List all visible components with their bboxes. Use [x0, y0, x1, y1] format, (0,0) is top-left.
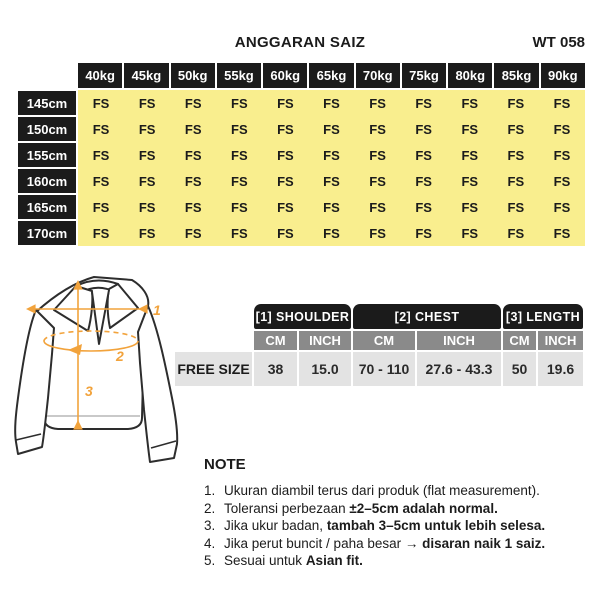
- page-title: ANGGARAN SAIZ: [234, 34, 366, 51]
- garment-left-sleeve: [15, 310, 54, 454]
- unit-cm-header: CM: [353, 331, 415, 350]
- garment-right-sleeve: [138, 306, 177, 462]
- size-cell: FS: [138, 173, 156, 189]
- height-header-column: [18, 91, 76, 245]
- size-cell: FS: [92, 173, 110, 189]
- size-cell: FS: [184, 225, 202, 241]
- size-cell: FS: [323, 121, 340, 137]
- size-cell: FS: [277, 147, 294, 163]
- size-cell: FS: [231, 121, 248, 137]
- size-cell: FS: [507, 121, 525, 137]
- measure-value-inch: 15.0: [299, 352, 351, 386]
- size-cell: FS: [323, 95, 340, 111]
- note-text-normal: Sesuai untuk: [224, 553, 306, 568]
- note-text-bold: ±2–5cm adalah normal.: [349, 500, 498, 516]
- size-cell: FS: [369, 199, 386, 215]
- size-cell: FS: [138, 225, 156, 241]
- size-cell: FS: [277, 225, 294, 241]
- size-cell: FS: [323, 173, 340, 189]
- size-cell: FS: [92, 199, 110, 215]
- unit-inch-header: INCH: [417, 331, 501, 350]
- size-cell: FS: [92, 95, 110, 111]
- size-cell: FS: [415, 173, 432, 189]
- note-text: [224, 500, 498, 518]
- height-header-cell: 170cm: [18, 221, 76, 245]
- size-cell: FS: [92, 225, 110, 241]
- note-number: 5.: [204, 553, 216, 568]
- weight-header-cell: 40kg: [78, 63, 122, 88]
- note-item: [204, 517, 594, 535]
- weight-header-cell: 85kg: [494, 63, 538, 88]
- size-cell: FS: [507, 95, 525, 111]
- size-cell: FS: [461, 225, 479, 241]
- size-cell: FS: [369, 121, 386, 137]
- size-cell: FS: [184, 95, 202, 111]
- height-header-cell: 155cm: [18, 143, 76, 167]
- size-row-label: FREE SIZE: [175, 352, 252, 386]
- unit-cm-header: CM: [254, 331, 297, 350]
- height-header-cell: 165cm: [18, 195, 76, 219]
- weight-header-cell: 55kg: [217, 63, 261, 88]
- size-cell: FS: [231, 225, 248, 241]
- height-header-cell: 145cm: [18, 91, 76, 115]
- size-cell: FS: [461, 95, 479, 111]
- size-cell: FS: [231, 199, 248, 215]
- weight-header-cell: 60kg: [263, 63, 307, 88]
- weight-header-cell: 45kg: [124, 63, 168, 88]
- note-text-bold: tambah 3–5cm untuk lebih selesa.: [326, 518, 546, 533]
- height-header-cell: 160cm: [18, 169, 76, 193]
- size-cell: FS: [461, 173, 479, 189]
- size-cell: FS: [277, 173, 294, 189]
- size-cell: FS: [553, 173, 571, 189]
- size-cell: FS: [553, 225, 571, 241]
- measure-value-inch: 19.6: [538, 352, 583, 386]
- size-cell: FS: [184, 121, 202, 137]
- note-text: [224, 535, 545, 553]
- note-number: 1.: [204, 483, 216, 498]
- measure-spacer: [175, 304, 252, 329]
- size-grid: [78, 90, 585, 246]
- note-item: [204, 482, 594, 500]
- size-cell: FS: [138, 121, 156, 137]
- notes-list: [204, 482, 594, 570]
- note-number: 2.: [204, 500, 216, 516]
- weight-header-cell: 90kg: [541, 63, 585, 88]
- size-cell: FS: [369, 225, 386, 241]
- measure-value-cm: 70 - 110: [353, 352, 415, 386]
- size-cell: FS: [92, 121, 110, 137]
- note-text: [224, 517, 545, 535]
- size-cell: FS: [138, 147, 156, 163]
- weight-header-cell: 80kg: [448, 63, 492, 88]
- size-cell: FS: [553, 199, 571, 215]
- size-cell: FS: [507, 173, 525, 189]
- size-cell: FS: [138, 199, 156, 215]
- weight-header-cell: 75kg: [402, 63, 446, 88]
- size-cell: FS: [415, 121, 432, 137]
- size-cell: FS: [369, 147, 386, 163]
- size-cell: FS: [415, 225, 432, 241]
- size-cell: FS: [92, 147, 110, 163]
- size-cell: FS: [277, 199, 294, 215]
- measure-group-header: [2] CHEST: [353, 304, 501, 329]
- note-text: [224, 552, 363, 570]
- note-text-bold: disaran naik 1 saiz.: [422, 535, 546, 551]
- note-text-normal: Jika perut buncit / paha besar →: [224, 535, 423, 551]
- unit-cm-header: CM: [503, 331, 536, 350]
- size-cell: FS: [415, 199, 432, 215]
- weight-header-cell: 50kg: [171, 63, 215, 88]
- size-cell: FS: [231, 95, 248, 111]
- size-cell: FS: [323, 199, 340, 215]
- size-cell: FS: [231, 147, 248, 163]
- size-cell: FS: [277, 121, 294, 137]
- note-item: [204, 500, 594, 518]
- size-cell: FS: [553, 147, 571, 163]
- size-cell: FS: [507, 147, 525, 163]
- size-cell: FS: [277, 95, 294, 111]
- size-cell: FS: [323, 225, 340, 241]
- size-cell: FS: [184, 147, 202, 163]
- weight-header-row: [78, 63, 585, 88]
- size-cell: FS: [415, 95, 432, 111]
- size-cell: FS: [553, 95, 571, 111]
- note-text: [224, 482, 540, 500]
- height-header-cell: 150cm: [18, 117, 76, 141]
- note-text-normal: Toleransi perbezaan: [224, 500, 350, 516]
- size-cell: FS: [461, 199, 479, 215]
- marker-2-label: 2: [116, 348, 124, 364]
- measure-spacer: [175, 331, 252, 350]
- unit-inch-header: INCH: [299, 331, 351, 350]
- marker-3-label: 3: [85, 383, 93, 399]
- size-cell: FS: [369, 173, 386, 189]
- measure-group-header: [3] LENGTH: [503, 304, 583, 329]
- size-cell: FS: [507, 225, 525, 241]
- size-cell: FS: [415, 147, 432, 163]
- size-cell: FS: [323, 147, 340, 163]
- measurement-table: [175, 304, 583, 386]
- note-text-normal: Ukuran diambil terus dari produk (flat measurement).: [224, 483, 540, 498]
- notes-section: [204, 456, 594, 570]
- size-cell: FS: [184, 199, 202, 215]
- size-cell: FS: [184, 173, 202, 189]
- size-cell: FS: [138, 95, 156, 111]
- size-cell: FS: [461, 121, 479, 137]
- weight-header-cell: 65kg: [309, 63, 353, 88]
- measure-value-inch: 27.6 - 43.3: [417, 352, 501, 386]
- size-cell: FS: [507, 199, 525, 215]
- size-cell: FS: [369, 95, 386, 111]
- measure-group-header: [1] SHOULDER: [254, 304, 351, 329]
- note-item: [204, 552, 594, 570]
- notes-title: NOTE: [204, 456, 246, 473]
- weight-header-cell: 70kg: [356, 63, 400, 88]
- note-text-normal: Jika ukur badan,: [224, 518, 327, 533]
- size-cell: FS: [461, 147, 479, 163]
- product-code: WT 058: [532, 34, 585, 51]
- size-cell: FS: [231, 173, 248, 189]
- note-number: 4.: [204, 535, 216, 551]
- note-text-bold: Asian fit.: [305, 553, 363, 568]
- unit-inch-header: INCH: [538, 331, 583, 350]
- measure-value-cm: 50: [503, 352, 536, 386]
- measure-value-cm: 38: [254, 352, 297, 386]
- marker-1-label: 1: [153, 302, 161, 318]
- size-cell: FS: [553, 121, 571, 137]
- note-item: [204, 535, 594, 553]
- note-number: 3.: [204, 518, 216, 533]
